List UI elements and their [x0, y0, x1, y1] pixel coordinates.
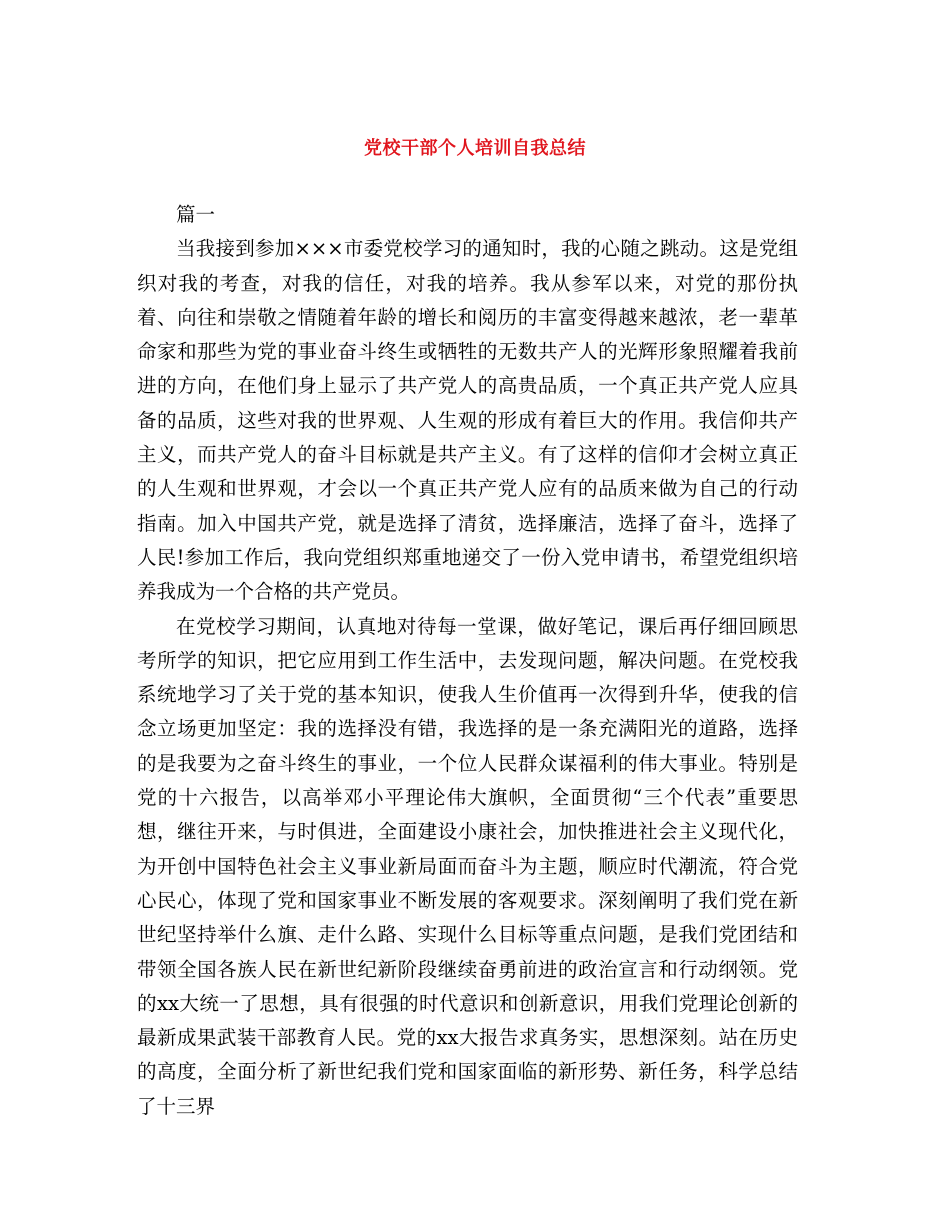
document-title: 党校干部个人培训自我总结	[364, 138, 586, 159]
paragraph-1: 当我接到参加×××市委党校学习的通知时，我的心随之跳动。这是党组织对我的考查，对我的信任，对我的培养。我从参军以来，对党的那份执着、向往和崇敬之情随着年龄的增长和阅历的丰富变得越来越浓，老一辈革命家和那些为党的事业奋斗终生或牺牲的无数共产人的光辉形象照耀着我前进的方向，在他们身上显示了共产党人的高贵品质，一个真正共产党人应具备的品质，这些对我的世界观、人生观的形成有着巨大的作用。我信仰共产主义，而共产党人的奋斗目标就是共产主义。有了这样的信仰才会树立真正的人生观和世界观，才会以一个真正共产党人应有的品质来做为自己的行动指南。加入中国共产党，就是选择了清贫，选择廉洁，选择了奋斗，选择了人民!参加工作后，我向党组织郑重地递交了一份入党申请书，希望党组织培养我成为一个合格的共产党员。	[137, 237, 798, 604]
document-body	[137, 198, 798, 1124]
section-label: 篇一	[176, 203, 216, 226]
paragraph-2: 在党校学习期间，认真地对待每一堂课，做好笔记，课后再仔细回顾思考所学的知识，把它应用到工作生活中，去发现问题，解决问题。在党校我系统地学习了关于党的基本知识，使我人生价值再一次得到升华，使我的信念立场更加坚定：我的选择没有错，我选择的是一条充满阳光的道路，选择的是我要为之奋斗终生的事业，一个位人民群众谋福利的伟大事业。特别是党的十六报告，以高举邓小平理论伟大旗帜，全面贯彻“三个代表”重要思想，继往开来，与时俱进，全面建设小康社会，加快推进社会主义现代化，为开创中国特色社会主义事业新局面而奋斗为主题，顺应时代潮流，符合党心民心，体现了党和国家事业不断发展的客观要求。深刻阐明了我们党在新世纪坚持举什么旗、走什么路、实现什么目标等重点问题，是我们党团结和带领全国各族人民在新世纪新阶段继续奋勇前进的政治宣言和行动纲领。党的xx大统一了思想，具有很强的时代意识和创新意识，用我们党理论创新的最新成果武装干部教育人民。党的xx大报告求真务实，思想深刻。站在历史的高度，全面分析了新世纪我们党和国家面临的新形势、新任务，科学总结了十三界	[137, 614, 798, 1118]
